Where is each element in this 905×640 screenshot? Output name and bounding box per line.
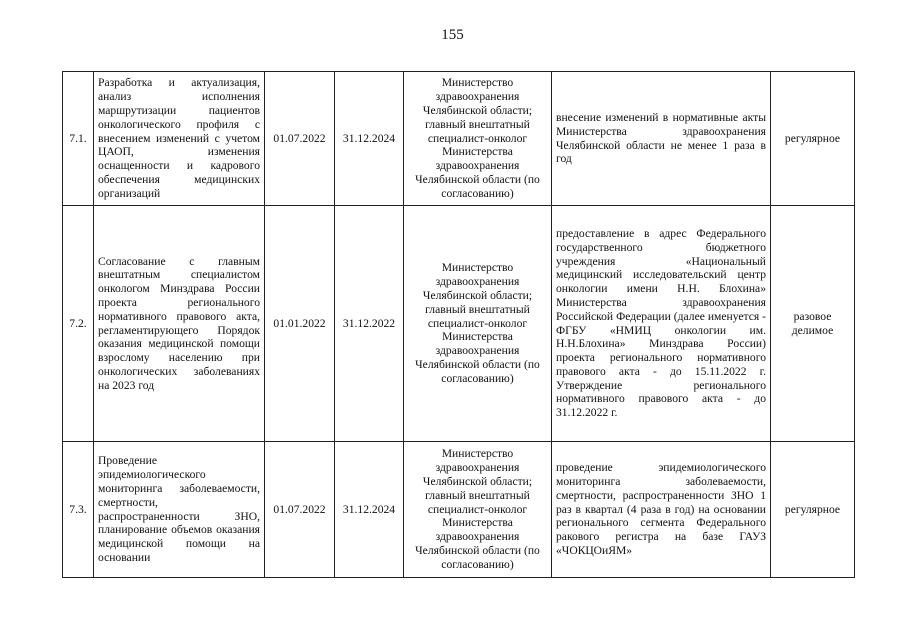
start-date: 01.01.2022 [265,206,335,442]
row-number: 7.1. [63,72,94,206]
type-cell: регулярное [771,72,855,206]
start-date: 01.07.2022 [265,442,335,578]
responsible-cell: Министерство здравоохранения Челябинской области; главный внештатный специалист-онколог Министерства здравоохранения Челябинской области (по согласованию) [404,206,552,442]
table-row [63,72,855,206]
start-date: 01.07.2022 [265,72,335,206]
end-date: 31.12.2022 [335,206,404,442]
task-cell: Согласование с главным внештатным специалистом онкологом Минздрава России проекта регионального нормативного правового акта, регламентирующего Порядок оказания медицинской помощи взрослому населению при онкологических заболеваниях на 2023 год [94,206,265,442]
task-cell: Проведение эпидемиологического мониторинга заболеваемости, смертности, распространенности ЗНО, планирование объемов оказания медицинской помощи на основании [94,442,265,578]
result-cell: предоставление в адрес Федерального государственного бюджетного учреждения «Национальный медицинский исследовательский центр онкологии имени Н.Н. Блохина» Министерства здравоохранения Российской Федерации (далее именуется - ФГБУ «НМИЦ онкологии им. Н.Н.Блохина» Минздрава России) проекта регионального нормативного правового акта - до 15.11.2022 г. Утверждение регионального нормативного правового акта - до 31.12.2022 г. [552,206,771,442]
table-row [63,206,855,442]
table-row [63,442,855,578]
end-date: 31.12.2024 [335,72,404,206]
responsible-cell: Министерство здравоохранения Челябинской области; главный внештатный специалист-онколог Министерства здравоохранения Челябинской области (по согласованию) [404,72,552,206]
type-cell: регулярное [771,442,855,578]
responsible-cell: Министерство здравоохранения Челябинской области; главный внештатный специалист-онколог Министерства здравоохранения Челябинской области (по согласованию) [404,442,552,578]
result-cell: проведение эпидемиологического мониторинга заболеваемости, смертности, распространенности ЗНО 1 раз в квартал (4 раза в год) на основании регионального сегмента Федерального ракового регистра на базе ГАУЗ «ЧОКЦОиЯМ» [552,442,771,578]
type-cell: разовое делимое [771,206,855,442]
end-date: 31.12.2024 [335,442,404,578]
result-cell: внесение изменений в нормативные акты Министерства здравоохранения Челябинской области не менее 1 раза в год [552,72,771,206]
page-number: 155 [441,27,464,43]
row-number: 7.3. [63,442,94,578]
task-cell: Разработка и актуализация, анализ исполнения маршрутизации пациентов онкологического профиля с внесением изменений с учетом ЦАОП, изменения оснащенности и кадрового обеспечения медицинских организаций [94,72,265,206]
plan-table [62,71,855,578]
row-number: 7.2. [63,206,94,442]
